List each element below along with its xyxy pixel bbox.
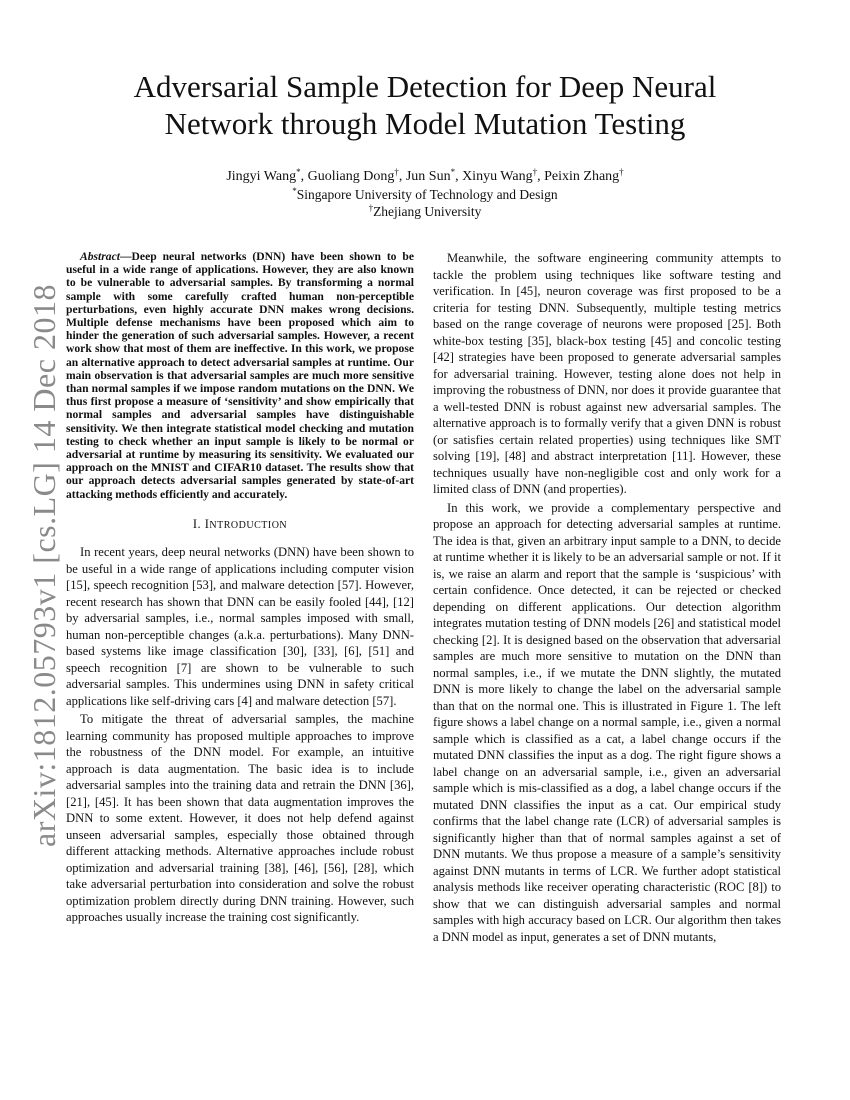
affiliation-2 <box>70 203 780 220</box>
abstract-text: —Deep neural networks (DNN) have been shown to be useful in a wide range of applications. However, they are also known to be vulnerable to adversarial samples. By transforming a normal sample with some carefully crafted human non-perceptible perturbations, even highly accurate DNN makes wrong decisions. Multiple defense mechanisms have been proposed which aim to hinder the generation of such adversarial samples. However, a recent work show that most of them are ineffective. In this work, we propose an alternative approach to detect adversarial samples at runtime. Our main observation is that adversarial samples are much more sensitive than normal samples if we impose random mutations on the DNN. We thus first propose a measure of ‘sensitivity’ and show empirically that normal samples and adversarial samples have distinguishable sensitivity. We then integrate statistical model checking and mutation testing to check whether an input sample is likely to be normal or adversarial at runtime by measuring its sensitivity. We evaluated our approach on the MNIST and CIFAR10 dataset. The results show that our approach detects adversarial samples generated by state-of-art attacking methods efficiently and accurately. <box>66 250 414 501</box>
left-column <box>66 250 414 928</box>
author-1: Jingyi Wang <box>226 169 297 184</box>
affil-mark-star: * <box>450 167 456 177</box>
author-list: Jingyi Wang*, Guoliang Dong†, Jun Sun*, Xinyu Wang†, Peixin Zhang† <box>226 167 624 184</box>
abstract-label: Abstract <box>80 250 120 263</box>
paper-title <box>70 68 780 142</box>
title-line-1: Adversarial Sample Detection for Deep Neural <box>133 69 717 104</box>
intro-paragraph-2: To mitigate the threat of adversarial samples, the machine learning community has proposed multiple approaches to improve the robustness of the DNN model. For example, an intuitive approach is data augmentation. The basic idea is to include adversarial samples into the training data and retrain the DNN [36], [21], [45]. It has been shown that data augmentation improves the DNN to some extent. However, it does not help defend against unseen adversarial samples, especially those obtained through different attacking methods. Alternative approaches include robust optimization and adversarial training [38], [46], [56], [28], which take adversarial perturbation into consideration and solve the robust optimization problem directly during DNN training. However, such approaches usually increase the training cost significantly. <box>66 712 414 925</box>
intro-paragraph-1: In recent years, deep neural networks (DNN) have been shown to be useful in a wide range of applications including computer vision [15], speech recognition [53], and malware detection [57]. However, recent research has shown that DNN can be easily fooled [44], [12] by adversarial samples, i.e., normal samples imposed with small, human non-perceptible changes (a.k.a. perturbations). Many DNN-based systems like image classification [30], [33], [6], [51] and speech recognition [7] are shown to be vulnerable to such adversarial samples. This undermines using DNN in safety critical applications like self-driving cars [4] and malware detection [57]. <box>66 545 414 708</box>
affil-mark-star: * <box>292 186 297 196</box>
section-heading-introduction <box>66 516 414 535</box>
affil-mark-dagger: † <box>532 167 538 177</box>
intro-paragraph-3: Meanwhile, the software engineering community attempts to tackle the problem using techniques like software testing and verification. In [45], neuron coverage was first proposed to be a criteria for testing DNN. Subsequently, multiple testing metrics based on the range coverage of neurons were proposed [25]. Both white-box testing [35], black-box testing [45] and concolic testing [42] strategies have been proposed to generate adversarial samples for adversarial training. However, testing alone does not help in improving the robustness of DNN, nor does it provide guarantee that a well-tested DNN is robust against new adversarial samples. The alternative approach is to formally verify that a given DNN is robust (or satisfies certain related properties) using techniques like SMT solving [19], [48] and abstract interpretation [11]. However, these techniques usually have non-negligible cost and only work for a limited class of DNN (and properties). <box>433 251 781 496</box>
section-number: I. I <box>192 516 210 531</box>
affil-mark-dagger: † <box>619 167 624 177</box>
affil-mark-star: * <box>296 167 301 177</box>
author-5: Peixin Zhang <box>544 169 620 184</box>
section-name: NTRODUCTION <box>209 519 288 531</box>
author-2: Guoliang Dong <box>307 169 395 184</box>
arxiv-stamp-text: arXiv:1812.05793v1 [cs.LG] 14 Dec 2018 <box>25 284 62 847</box>
affiliation-1-name: Singapore University of Technology and Design <box>296 187 558 202</box>
author-3: Jun Sun <box>405 169 451 184</box>
affiliation-1 <box>70 186 780 203</box>
affiliation-2-name: Zhejiang University <box>373 204 482 219</box>
affil-mark-dagger: † <box>394 167 399 177</box>
arxiv-identifier-stamp <box>14 284 74 847</box>
author-4: Xinyu Wang <box>462 169 533 184</box>
title-line-2: Network through Model Mutation Testing <box>164 106 686 141</box>
affil-mark-dagger: † <box>368 203 374 213</box>
right-column <box>433 250 781 947</box>
intro-paragraph-4: In this work, we provide a complementary perspective and propose an approach for detecting adversarial samples at runtime. The idea is that, given an arbitrary input sample to a DNN, to decide at runtime whether it is likely to be an adversarial sample or not. If it is, we raise an alarm and report that the sample is ‘suspicious’ with certain confidence. Once detected, it can be rejected or checked depending on different applications. Our detection algorithm integrates mutation testing of DNN models [26] and statistical model checking [2]. It is designed based on the observation that adversarial samples are much more sensitive to mutation on the DNN than normal samples, i.e., if we mutate the DNN slightly, the mutated DNN is more likely to change the label on the adversarial sample than that on the normal one. This is illustrated in Figure 1. The left figure shows a label change on a normal sample, i.e., given a normal sample which is classified as a cat, a label change occurs if the mutated DNN classifies the input as a dog. The right figure shows a label change on an adversarial sample, i.e., given an adversarial sample which is mis-classified as a dog, a label change occurs if the mutated DNN classifies the input as a cat. Our empirical study confirms that the label change rate (LCR) of adversarial samples is significantly higher than that of normal samples against a set of DNN mutants. We thus propose a measure of a sample’s sensitivity against DNN mutants in terms of LCR. We further adopt statistical analysis methods like receiver operating characteristic (ROC [8]) to show that we can distinguish adversarial samples and normal samples with high accuracy based on LCR. Our algorithm then takes a DNN model as input, generates a set of DNN mutants, <box>433 500 782 944</box>
abstract <box>66 250 414 501</box>
